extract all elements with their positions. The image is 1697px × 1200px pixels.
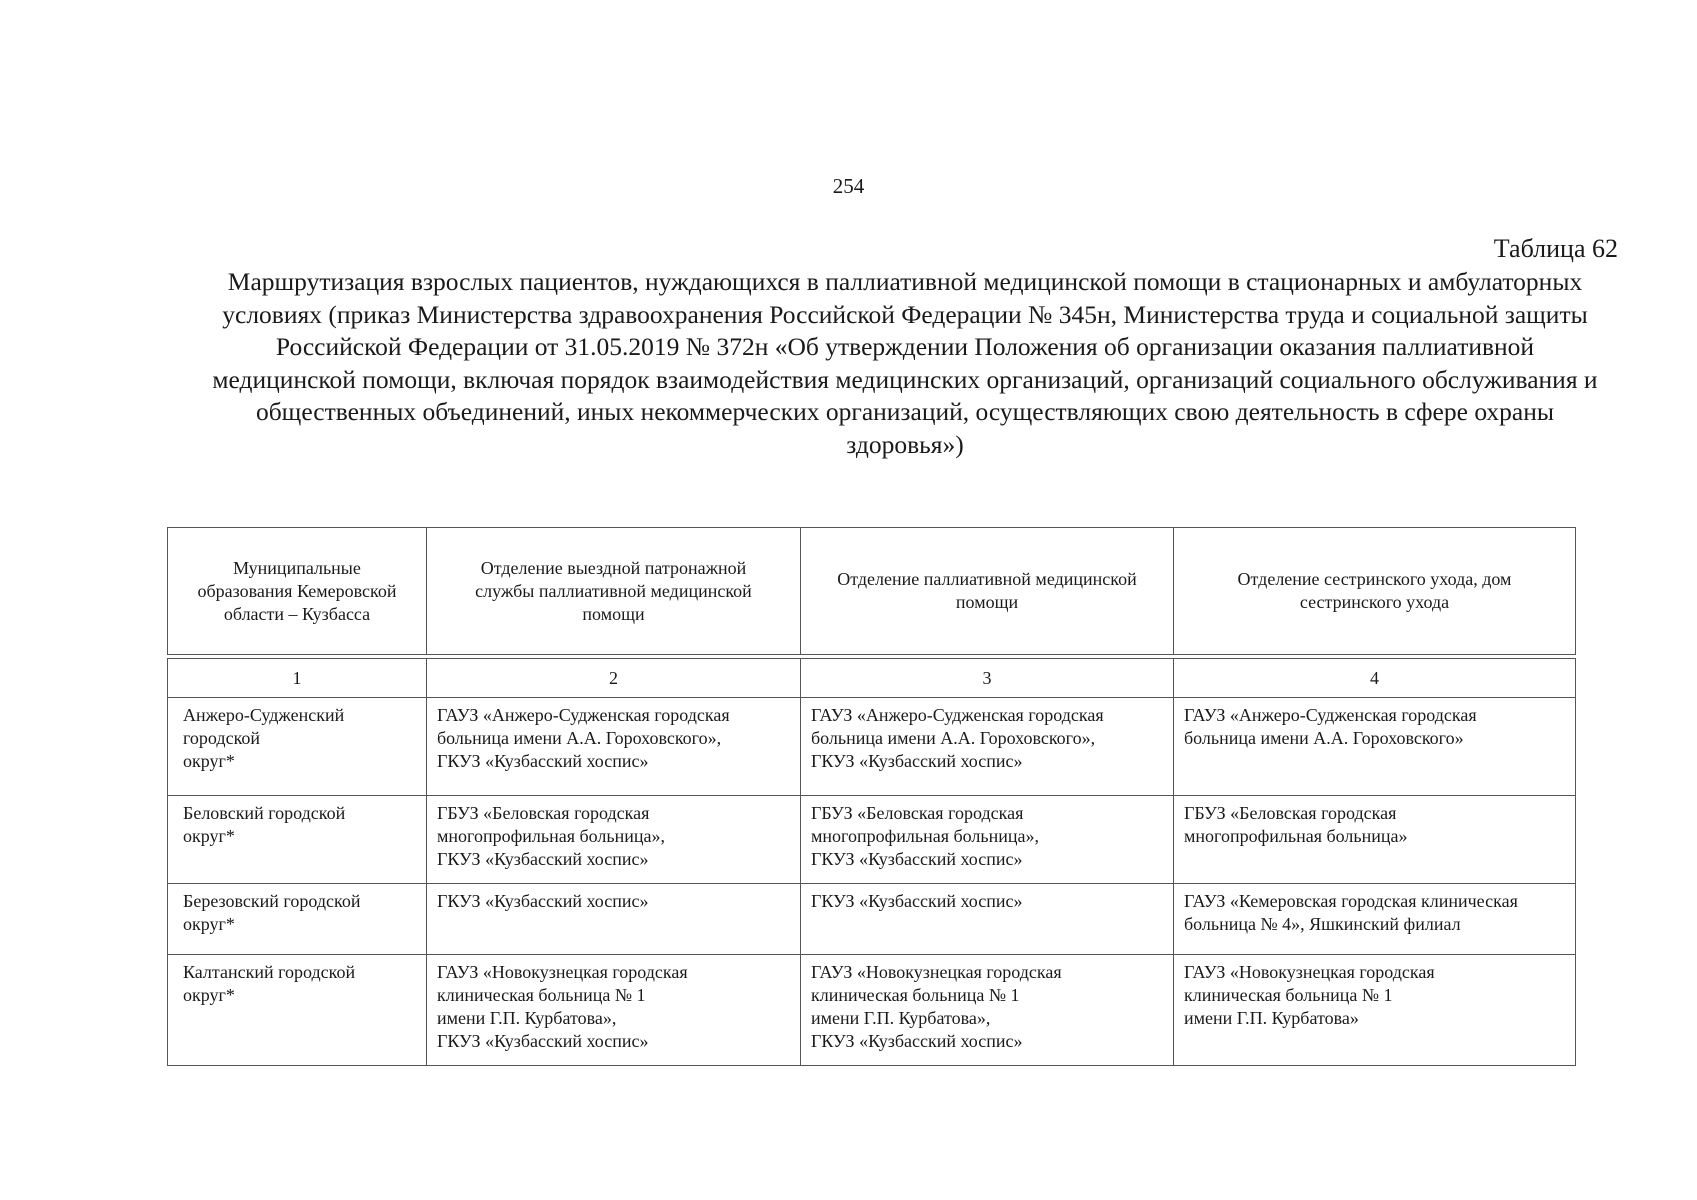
routing-table [167,527,1576,1066]
cell-municipality [168,884,427,955]
cell-text-line: городской [183,728,261,748]
cell-text-line: больница имени А.А. Гороховского», [811,728,1096,748]
cell-palliative-department [801,698,1174,796]
cell-text-line: ГКУЗ «Кузбасский хоспис» [437,751,649,771]
header-municipality: Муниципальные образования Кемеровской области – Кузбасса [168,528,427,655]
cell-text-line: больница имени А.А. Гороховского» [1184,728,1464,748]
cell-text-line: имени Г.П. Курбатова», [437,1008,617,1028]
cell-nursing-department [1174,698,1576,796]
cell-text-line: больница имени А.А. Гороховского», [437,728,722,748]
table-label: Таблица 62 [1493,234,1618,263]
cell-nursing-department [1174,796,1576,884]
cell-text-line: ГАУЗ «Анжеро-Судженская городская [811,705,1104,725]
cell-text-line: ГКУЗ «Кузбасский хоспис» [811,891,1023,911]
cell-text-line: Беловский городской [183,803,346,823]
cell-municipality [168,698,427,796]
column-number: 2 [427,659,801,698]
cell-text-line: Березовский городской [183,891,361,911]
column-number: 3 [801,659,1174,698]
document-title: Маршрутизация взрослых пациентов, нуждающихся в паллиативной медицинской помощи в стационарных и амбулаторных условиях (приказ Министерства здравоохранения Российской Федерации № 345н, Министерства труда и социальной защиты Российской Федерации от 31.05.2019 № 372н «Об утверждении Положения об организации оказания паллиативной медицинской помощи, включая порядок взаимодействия медицинских организаций, организаций социального обслуживания и общественных объединений, иных некоммерческих организаций, осуществляющих свою деятельность в сфере охраны здоровья») [212,267,1598,459]
cell-text-line: многопрофильная больница», [437,826,665,846]
cell-palliative-department [801,884,1174,955]
column-number: 1 [168,659,427,698]
cell-municipality [168,796,427,884]
cell-text-line: клиническая больница № 1 [811,985,1020,1005]
cell-palliative-department [801,955,1174,1066]
cell-text-line: многопрофильная больница» [1184,826,1408,846]
cell-text-line: ГБУЗ «Беловская городская [437,803,650,823]
cell-nursing-department [1174,884,1576,955]
page-number: 254 [832,174,865,198]
cell-patronage-service [427,698,801,796]
cell-text-line: имени Г.П. Курбатова», [811,1008,991,1028]
table-row [168,955,1576,1066]
cell-text-line: Анжеро-Судженский [183,705,345,725]
cell-text-line: ГАУЗ «Новокузнецкая городская [437,962,688,982]
cell-text-line: имени Г.П. Курбатова» [1184,1008,1359,1028]
cell-text-line: округ* [183,914,235,934]
cell-text-line: многопрофильная больница», [811,826,1039,846]
cell-text-line: клиническая больница № 1 [1184,985,1393,1005]
cell-text-line: больница № 4», Яшкинский филиал [1184,914,1461,934]
cell-text-line: ГКУЗ «Кузбасский хоспис» [437,849,649,869]
header-nursing-department: Отделение сестринского ухода, дом сестринского ухода [1174,528,1576,655]
cell-text-line: ГАУЗ «Кемеровская городская клиническая [1184,891,1518,911]
cell-text-line: округ* [183,985,235,1005]
cell-text-line: округ* [183,826,235,846]
cell-text-line: ГКУЗ «Кузбасский хоспис» [811,849,1023,869]
header-palliative-department: Отделение паллиативной медицинской помощи [801,528,1174,655]
cell-text-line: ГКУЗ «Кузбасский хоспис» [437,891,649,911]
cell-text-line: ГКУЗ «Кузбасский хоспис» [811,751,1023,771]
cell-text-line: ГАУЗ «Новокузнецкая городская [1184,962,1435,982]
cell-text-line: Калтанский городской [183,962,356,982]
table-row [168,796,1576,884]
cell-text-line: ГАУЗ «Анжеро-Судженская городская [1184,705,1477,725]
cell-text-line: ГАУЗ «Анжеро-Судженская городская [437,705,730,725]
cell-patronage-service [427,884,801,955]
table-row [168,698,1576,796]
cell-text-line: ГАУЗ «Новокузнецкая городская [811,962,1062,982]
table-body [168,698,1576,1066]
table-row [168,884,1576,955]
cell-nursing-department [1174,955,1576,1066]
cell-text-line: ГБУЗ «Беловская городская [811,803,1024,823]
column-number-row [168,659,1576,698]
cell-palliative-department [801,796,1174,884]
cell-text-line: округ* [183,751,235,771]
cell-text-line: ГКУЗ «Кузбасский хоспис» [811,1031,1023,1051]
column-number: 4 [1174,659,1576,698]
cell-text-line: ГБУЗ «Беловская городская [1184,803,1397,823]
header-patronage-service: Отделение выездной патронажной службы паллиативной медицинской помощи [427,528,801,655]
cell-municipality [168,955,427,1066]
cell-patronage-service [427,796,801,884]
cell-text-line: ГКУЗ «Кузбасский хоспис» [437,1031,649,1051]
cell-text-line: клиническая больница № 1 [437,985,646,1005]
cell-patronage-service [427,955,801,1066]
table-header-row [168,528,1576,655]
